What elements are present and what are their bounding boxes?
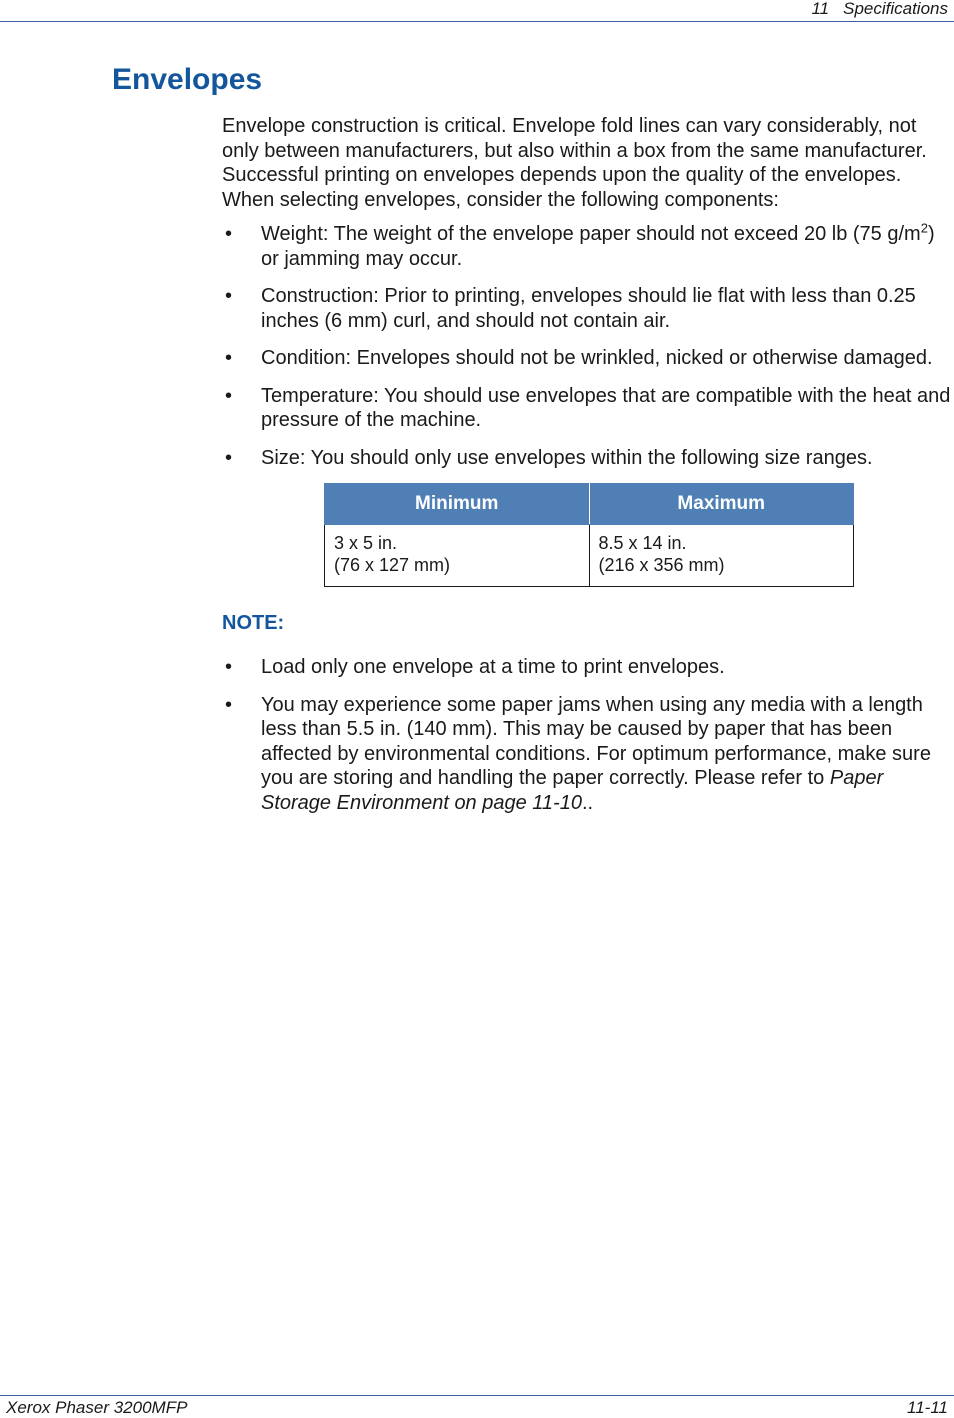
- note-text: You may experience some paper jams when using any media with a length less than 5.5 in. (140 mm). This may be caused by paper that has been affected by environmental conditions. For optimum performance, make sure you are storing and handling the paper correctly. Please refer to: [261, 693, 931, 789]
- temperature-text: Temperature: You should use envelopes that are compatible with the heat and pressure of the machine.: [261, 384, 951, 431]
- list-item-size: [222, 446, 954, 471]
- note-item-paper-jams: [222, 693, 954, 816]
- minimum-size-cell: [325, 525, 590, 587]
- bullet-glyph: •: [225, 384, 233, 407]
- maximum-size-mm: (216 x 356 mm): [598, 555, 725, 575]
- note-list: [222, 655, 954, 815]
- list-item-condition: [222, 346, 954, 371]
- note-text-end: ..: [581, 791, 594, 814]
- weight-text-end: ) or jamming may occur.: [261, 223, 935, 270]
- bullet-glyph: •: [225, 693, 233, 716]
- maximum-size-inches: 8.5 x 14 in.: [598, 533, 687, 553]
- weight-text: Weight: The weight of the envelope paper should not exceed 20 lb (75 g/m: [261, 223, 921, 245]
- envelope-size-table: [324, 483, 854, 587]
- header-divider: [0, 21, 954, 22]
- list-item-weight: [222, 222, 954, 271]
- bullet-glyph: •: [225, 223, 233, 245]
- footer-page-number: 11-11: [907, 1398, 948, 1417]
- intro-paragraph: Envelope construction is critical. Envelope fold lines can vary considerably, not only between manufacturers, but also within a box from the same manufacturer. Successful printing on envelopes depends upon the quality of the envelopes. When selecting envelopes, consider the following components:: [222, 115, 927, 211]
- section-title: Envelopes: [112, 63, 263, 96]
- envelope-criteria-list: [222, 222, 954, 470]
- table-row: [325, 525, 854, 587]
- bullet-glyph: •: [225, 656, 233, 678]
- chapter-title: Specifications: [843, 0, 948, 18]
- chapter-number: 11: [811, 0, 830, 18]
- bullet-glyph: •: [225, 285, 233, 307]
- cross-reference-link[interactable]: Paper Storage Environment on page 11-10: [261, 767, 884, 814]
- column-header-maximum: Maximum: [589, 484, 854, 525]
- column-header-minimum: Minimum: [325, 484, 590, 525]
- section-body: [222, 114, 954, 828]
- footer-divider: [0, 1395, 954, 1396]
- note-item-one-envelope: [222, 655, 954, 680]
- condition-text: Condition: Envelopes should not be wrinkled, nicked or otherwise damaged.: [261, 347, 933, 369]
- bullet-glyph: •: [225, 347, 233, 369]
- minimum-size-inches: 3 x 5 in.: [334, 533, 398, 553]
- construction-text: Construction: Prior to printing, envelopes should lie flat with less than 0.25 inches (6 mm) curl, and should not contain air.: [261, 285, 916, 332]
- table-header-row: [325, 484, 854, 525]
- note-label: NOTE:: [222, 612, 285, 634]
- minimum-size-mm: (76 x 127 mm): [334, 555, 451, 575]
- list-item-construction: [222, 284, 954, 333]
- bullet-glyph: •: [225, 446, 233, 469]
- running-header: [811, 0, 948, 20]
- weight-superscript: 2: [920, 220, 928, 236]
- size-text: Size: You should only use envelopes within the following size ranges.: [261, 446, 873, 469]
- footer-product-name: Xerox Phaser 3200MFP: [6, 1398, 188, 1417]
- maximum-size-cell: [589, 525, 854, 587]
- list-item-temperature: [222, 384, 954, 433]
- note-text: Load only one envelope at a time to print envelopes.: [261, 656, 725, 678]
